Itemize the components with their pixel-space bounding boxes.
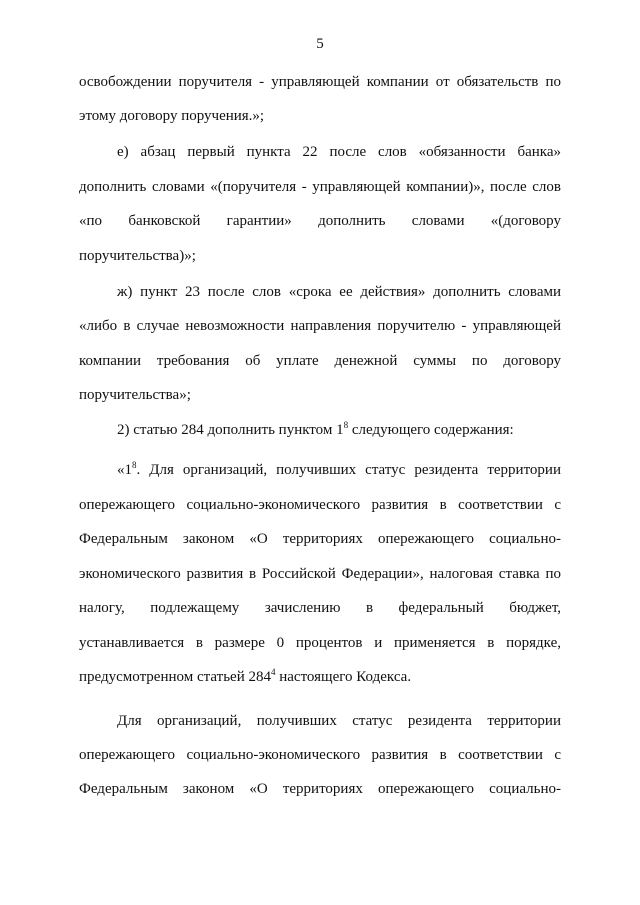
- text-line: Федеральным законом «О территориях опережающего социально-: [79, 781, 561, 797]
- text-line: «либо в случае невозможности направления поручителю - управляющей: [79, 318, 561, 334]
- text-segment: . Для организаций, получивших статус резидента территории: [136, 462, 561, 478]
- text-line: ж) пункт 23 после слов «срока ее действия» дополнить словами: [117, 284, 561, 300]
- text-line: Для организаций, получивших статус резидента территории: [117, 713, 561, 729]
- page-number: 5: [316, 36, 324, 52]
- text-line-with-superscript: [117, 460, 561, 480]
- text-line: «по банковской гарантии» дополнить словами «(договору: [79, 213, 561, 229]
- text-segment: предусмотренном статьей 284: [79, 669, 271, 685]
- text-line: налогу, подлежащему зачислению в федеральный бюджет,: [79, 600, 561, 616]
- text-line: этому договору поручения.»;: [79, 108, 265, 124]
- text-line: опережающего социально-экономического развития в соответствии с: [79, 497, 561, 513]
- text-line: е) абзац первый пункта 22 после слов «обязанности банка»: [117, 144, 561, 160]
- text-segment: 2) статью 284 дополнить пунктом 1: [117, 422, 344, 438]
- superscript: 4: [270, 667, 276, 677]
- text-line: освобождении поручителя - управляющей компании от обязательств по: [79, 74, 561, 90]
- superscript: 8: [132, 460, 137, 470]
- text-line: экономического развития в Российской Федерации», налоговая ставка по: [79, 566, 561, 582]
- text-line-with-superscript: [117, 420, 561, 440]
- text-line: поручительства»;: [79, 387, 191, 403]
- superscript: 8: [343, 420, 349, 430]
- text-segment: «1: [117, 462, 132, 478]
- text-segment: следующего содержания:: [348, 422, 514, 438]
- text-line: компании требования об уплате денежной суммы по договору: [79, 353, 561, 369]
- text-segment: настоящего Кодекса.: [275, 669, 412, 685]
- text-line: Федеральным законом «О территориях опережающего социально-: [79, 531, 561, 547]
- text-line: дополнить словами «(поручителя - управляющей компании)», после слов: [79, 179, 561, 195]
- text-line: поручительства)»;: [79, 248, 196, 264]
- text-line-with-superscript: [79, 667, 561, 687]
- text-line: устанавливается в размере 0 процентов и применяется в порядке,: [79, 635, 561, 651]
- text-line: опережающего социально-экономического развития в соответствии с: [79, 747, 561, 763]
